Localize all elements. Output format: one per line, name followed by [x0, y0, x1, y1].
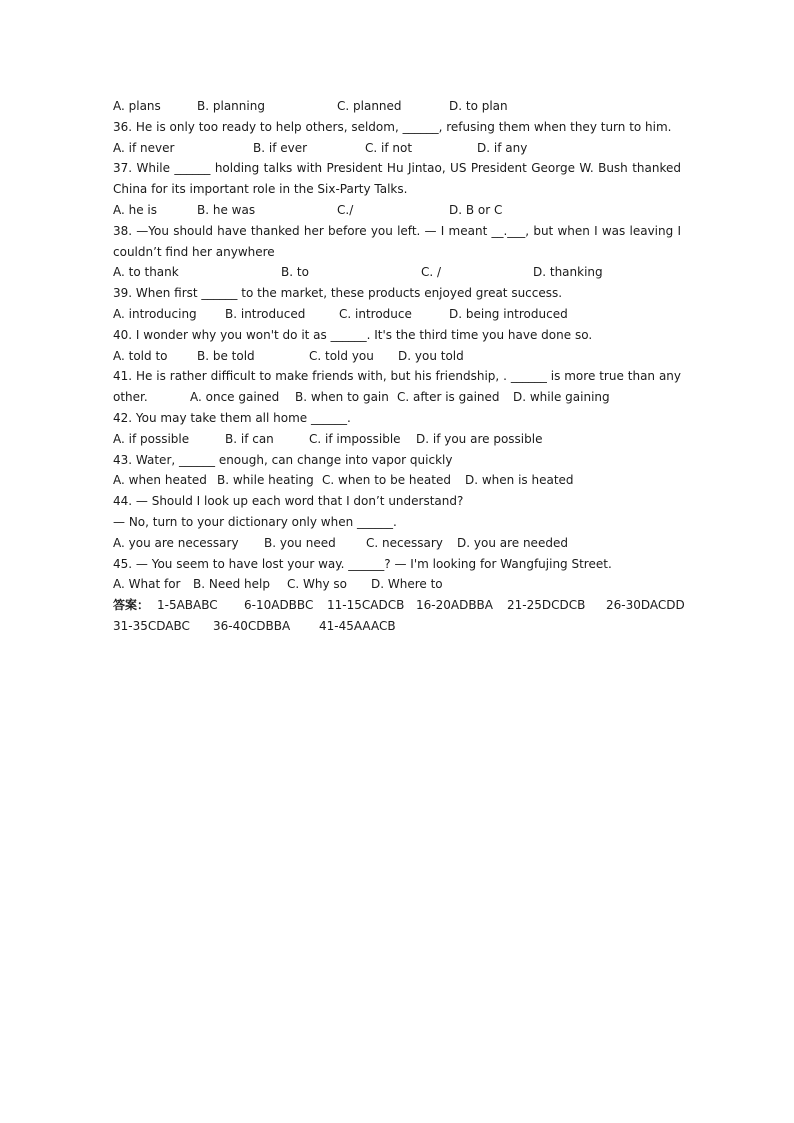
- q37-option-a: A. he is: [113, 202, 158, 217]
- q35-option-b: B. planning: [197, 99, 265, 113]
- q40-option-a: A. told to: [113, 348, 168, 363]
- q44-stem-line1: 44. — Should I look up each word that I don’t understand?: [113, 494, 464, 509]
- q39-option-a: A. introducing: [113, 306, 197, 321]
- q36-options: [113, 138, 681, 159]
- q36-option-c: C. if not: [365, 140, 413, 155]
- q38-option-d: D. thanking: [533, 265, 603, 280]
- q38-option-c: C. /: [421, 265, 442, 280]
- q41-option-b: B. when to gain: [295, 390, 389, 405]
- answer-range-1: 1-5ABABC: [157, 598, 218, 613]
- q36-stem: 36. He is only too ready to help others, seldom, ______, refusing them when they turn to him.: [113, 119, 672, 134]
- q44-option-d: D. you are needed: [457, 535, 568, 550]
- q37-option-d: D. B or C: [449, 202, 503, 217]
- answer-range-5: 21-25DCDCB: [507, 598, 586, 613]
- q42-options: [113, 429, 681, 450]
- q43-option-d: D. when is heated: [465, 473, 574, 488]
- q37-options: [113, 200, 681, 221]
- q41-option-d: D. while gaining: [513, 390, 610, 405]
- q38-stem-line1: 38. —You should have thanked her before you left. — I meant __.___, but when I was leaving I: [113, 223, 681, 238]
- q44-option-c: C. necessary: [366, 535, 443, 550]
- answer-range-2: 6-10ADBBC: [244, 598, 314, 613]
- answer-range-3: 11-15CADCB: [327, 598, 405, 613]
- answer-key-line2: [113, 616, 681, 637]
- q36-option-d: D. if any: [477, 140, 528, 155]
- q38-option-a: A. to thank: [113, 265, 179, 280]
- answer-range-8: 36-40CDBBA: [213, 618, 291, 633]
- q37-stem-line1: 37. While ______ holding talks with President Hu Jintao, US President George W. Bush thanked: [113, 161, 681, 176]
- q42-option-d: D. if you are possible: [416, 431, 543, 446]
- q38-options: [113, 262, 681, 283]
- q40-option-b: B. be told: [197, 348, 255, 363]
- q45-option-d: D. Where to: [371, 577, 443, 592]
- q39-option-d: D. being introduced: [449, 306, 568, 321]
- q42-stem: 42. You may take them all home ______.: [113, 410, 351, 425]
- answer-range-9: 41-45AAACB: [319, 618, 396, 633]
- q35-options: [113, 96, 681, 117]
- q45-option-a: A. What for: [113, 577, 181, 592]
- q43-option-c: C. when to be heated: [322, 473, 451, 488]
- q45-options: [113, 574, 681, 595]
- q37-option-c: C./: [337, 202, 354, 217]
- q39-options: [113, 304, 681, 325]
- answer-range-7: 31-35CDABC: [113, 618, 190, 633]
- q39-option-b: B. introduced: [225, 306, 306, 321]
- q41-option-c: C. after is gained: [397, 390, 500, 405]
- q38-option-b: B. to: [281, 265, 309, 280]
- q38-stem-line2: couldn’t find her anywhere: [113, 244, 275, 259]
- q42-option-b: B. if can: [225, 431, 274, 446]
- answer-range-6: 26-30DACDD: [606, 598, 685, 613]
- q41-option-a: A. once gained: [190, 390, 280, 405]
- q35-option-d: D. to plan: [449, 99, 508, 113]
- q41-stem-line2: other.: [113, 390, 148, 405]
- q41-stem-line2-with-options: [113, 387, 681, 408]
- q40-options: [113, 346, 681, 367]
- q45-option-b: B. Need help: [193, 577, 270, 592]
- q44-option-b: B. you need: [264, 535, 336, 550]
- q43-option-a: A. when heated: [113, 473, 207, 488]
- q36-option-b: B. if ever: [253, 140, 308, 155]
- q37-option-b: B. he was: [197, 202, 256, 217]
- answer-key-line1: [113, 595, 685, 616]
- q40-stem: 40. I wonder why you won't do it as ______. It's the third time you have done so.: [113, 327, 593, 342]
- q39-stem: 39. When first ______ to the market, these products enjoyed great success.: [113, 286, 563, 301]
- q44-option-a: A. you are necessary: [113, 535, 239, 550]
- q43-options: [113, 470, 681, 491]
- q44-options: [113, 533, 681, 554]
- q43-option-b: B. while heating: [217, 473, 314, 488]
- q35-option-a: A. plans: [113, 99, 161, 113]
- q40-option-c: C. told you: [309, 348, 374, 363]
- q42-option-c: C. if impossible: [309, 431, 401, 446]
- q37-stem-line2: China for its important role in the Six-Party Talks.: [113, 182, 408, 197]
- q40-option-d: D. you told: [398, 348, 464, 363]
- q41-stem-line1: 41. He is rather difficult to make friends with, but his friendship, . ______ is more true than any: [113, 369, 681, 384]
- q45-stem: 45. — You seem to have lost your way. ______? — I'm looking for Wangfujing Street.: [113, 556, 612, 571]
- q42-option-a: A. if possible: [113, 431, 190, 446]
- answer-range-4: 16-20ADBBA: [416, 598, 493, 613]
- q44-stem-line2: — No, turn to your dictionary only when ______.: [113, 514, 397, 529]
- q43-stem: 43. Water, ______ enough, can change into vapor quickly: [113, 452, 453, 467]
- q36-option-a: A. if never: [113, 140, 175, 155]
- question-sheet: [113, 96, 685, 637]
- q45-option-c: C. Why so: [287, 577, 347, 592]
- answer-key-label: 答案：: [113, 598, 150, 613]
- q35-option-c: C. planned: [337, 99, 402, 113]
- q39-option-c: C. introduce: [339, 306, 412, 321]
